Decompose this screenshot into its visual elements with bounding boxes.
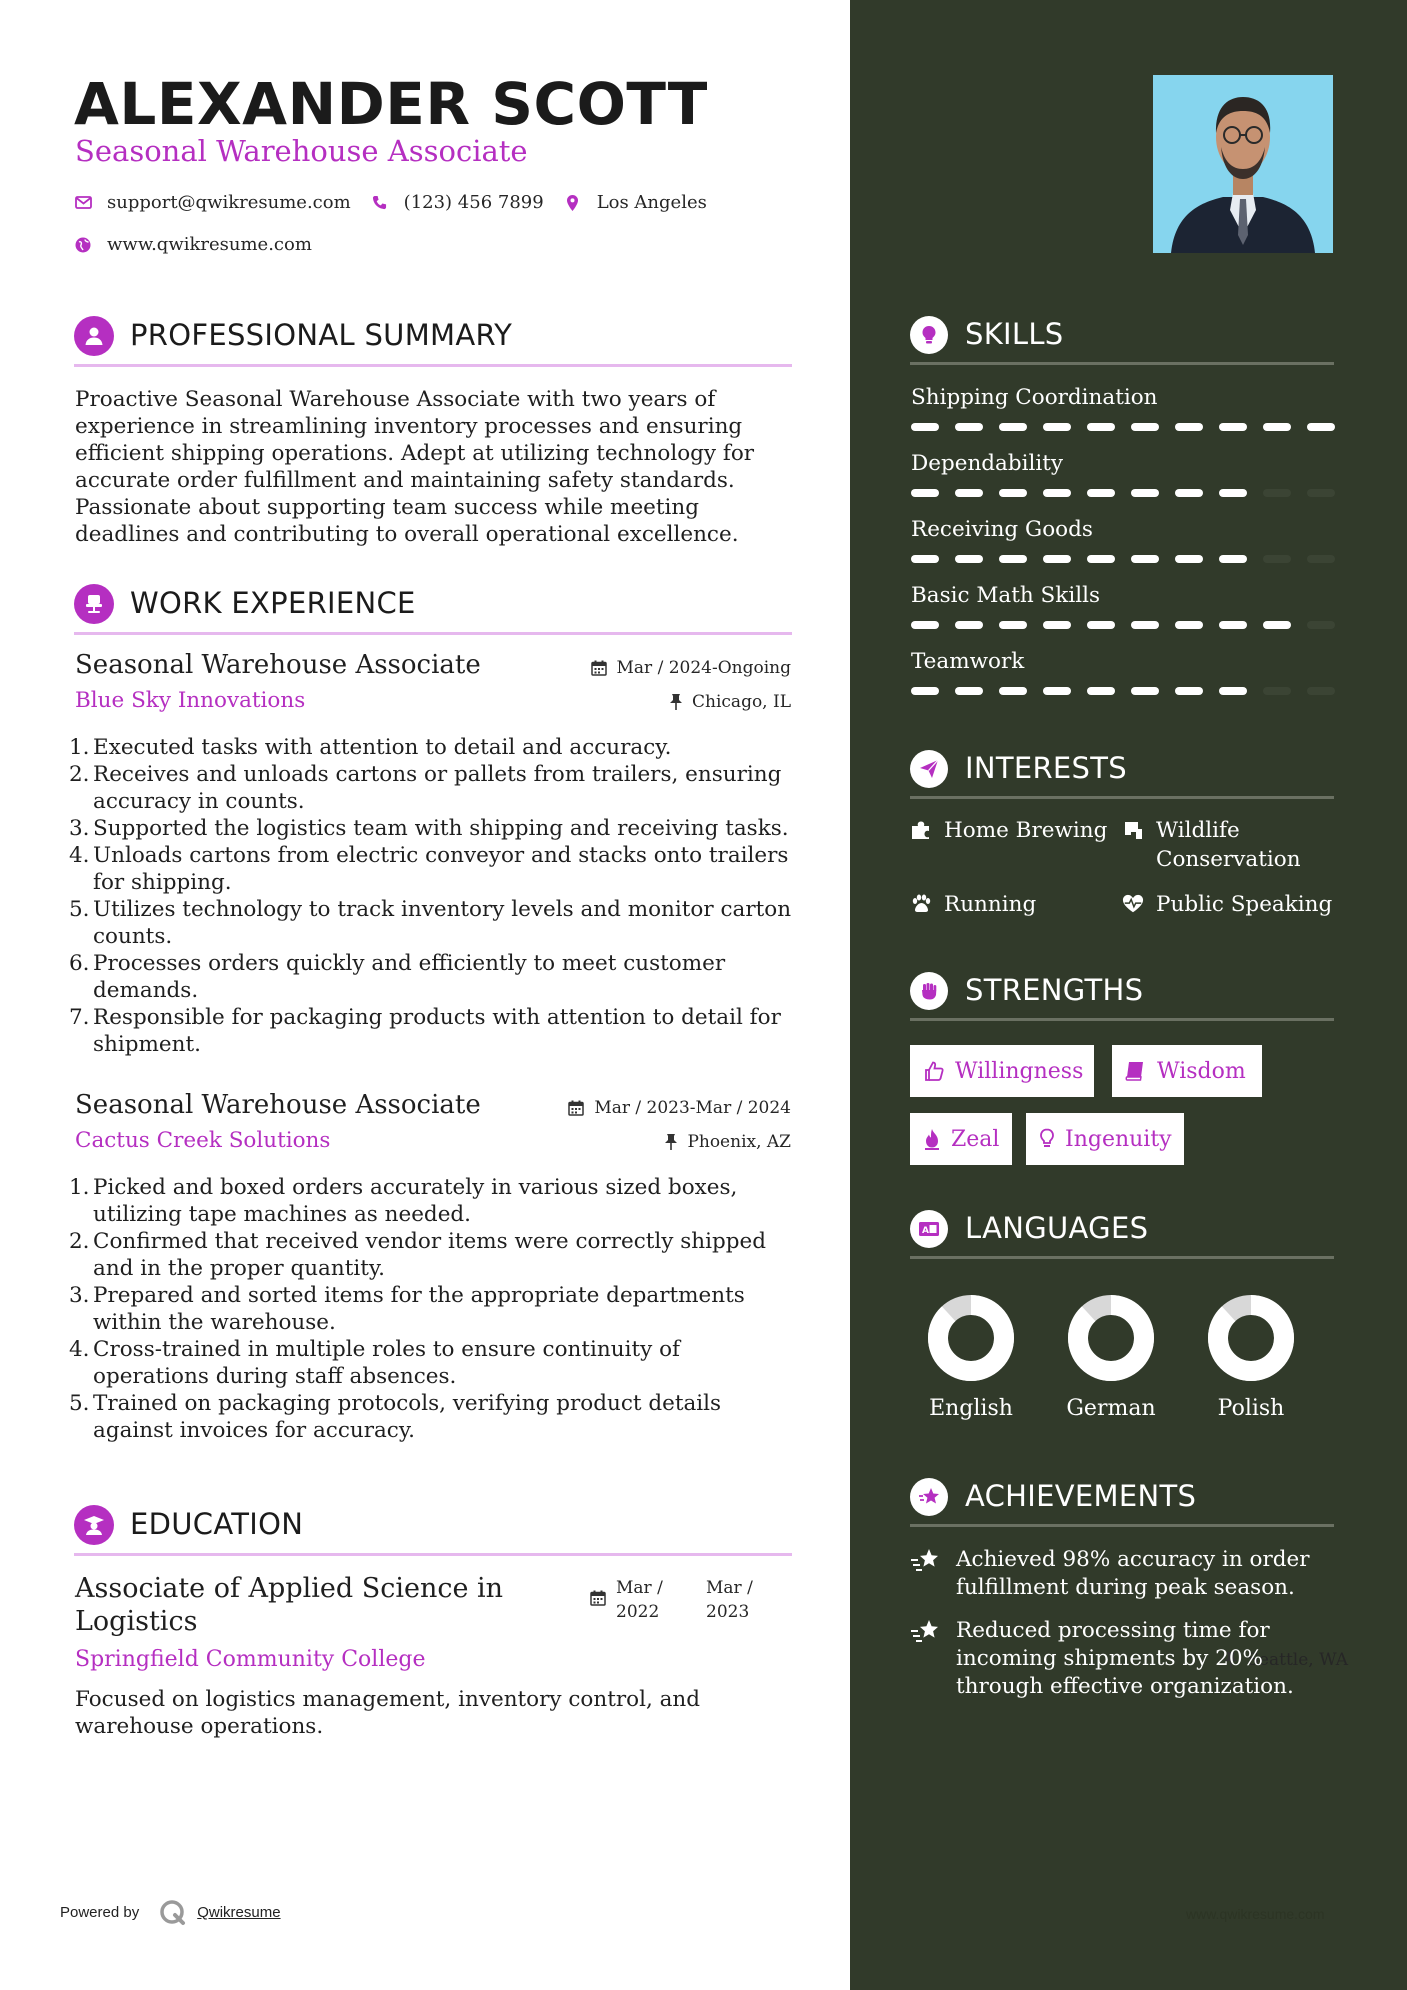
skill-dash: [1263, 555, 1291, 563]
phone-icon: [371, 194, 389, 212]
language-item: [1061, 1294, 1161, 1421]
skill-dash: [1087, 687, 1115, 695]
contact-phone[interactable]: [371, 192, 544, 213]
job-dates-text: Mar / 2024-Ongoing: [616, 658, 791, 678]
skill-dash: [1219, 423, 1247, 431]
skill-dash: [955, 423, 983, 431]
strength-badge: [1112, 1045, 1262, 1097]
contact-row-2: [74, 234, 332, 255]
strength-label: Wisdom: [1157, 1058, 1246, 1084]
skill-level-bar: [911, 423, 1335, 431]
translate-icon: [910, 1210, 948, 1248]
skill-dash: [1131, 687, 1159, 695]
heartbeat-icon: [1122, 893, 1144, 915]
skill-dash: [1131, 621, 1159, 629]
language-item: [921, 1294, 1021, 1421]
section-divider: [910, 1524, 1334, 1527]
strength-label: Zeal: [951, 1126, 1000, 1152]
skill-name: Shipping Coordination: [911, 385, 1158, 410]
flag-icon: [1122, 819, 1144, 841]
job-location: [665, 1132, 791, 1152]
footer-url[interactable]: www.qwikresume.com: [1186, 1906, 1325, 1922]
edu-start-date: Mar / 2022: [616, 1578, 663, 1622]
calendar-icon: [591, 660, 607, 676]
education-heading: EDUCATION: [130, 1507, 304, 1541]
skill-level-bar: [911, 489, 1335, 497]
job-dates: [568, 1098, 791, 1118]
achievements-heading: ACHIEVEMENTS: [965, 1479, 1197, 1513]
interest-item: [910, 890, 1036, 919]
interests-section-header: [910, 750, 1334, 800]
contact-location: [564, 192, 707, 213]
proficiency-ring: [1207, 1294, 1295, 1382]
summary-text: Proactive Seasonal Warehouse Associate with two years of experience in streamlining inventory processes and ensuring efficient shipping operations. Adept at utilizing technology for accurate order fulfillment and maintaining safety standards. Passionate about supporting team success while meeting deadlines and contributing to overall operational excellence.: [75, 387, 755, 547]
experience-heading: WORK EXPERIENCE: [130, 586, 416, 620]
languages-section-header: [910, 1210, 1334, 1260]
contact-email[interactable]: [74, 192, 351, 213]
strengths-heading: STRENGTHS: [965, 973, 1144, 1007]
language-name: German: [1066, 1396, 1156, 1421]
skill-dash: [1131, 555, 1159, 563]
interest-label: Wildlife Conservation: [1156, 818, 1301, 872]
candidate-name: ALEXANDER SCOTT: [74, 70, 708, 138]
skill-dash: [1043, 489, 1071, 497]
skill-name: Basic Math Skills: [911, 583, 1100, 608]
edu-degree: Associate of Applied Science in Logistics: [75, 1573, 504, 1637]
job-location-text: Phoenix, AZ: [687, 1132, 791, 1152]
calendar-icon: [568, 1100, 584, 1116]
skill-dash: [1043, 621, 1071, 629]
email-text: support@qwikresume.com: [107, 192, 351, 213]
job-dates: [591, 658, 791, 678]
fire-icon: [923, 1128, 941, 1150]
job-title: Seasonal Warehouse Associate: [75, 1090, 481, 1120]
edu-description: Focused on logistics management, inventory control, and warehouse operations.: [75, 1687, 701, 1739]
ring-fill: [1218, 1305, 1284, 1371]
shooting-star-icon: [910, 1618, 940, 1644]
skill-dash: [1263, 687, 1291, 695]
interest-item: [1122, 890, 1332, 919]
skill-dash: [1307, 423, 1335, 431]
skill-item: [911, 583, 1335, 609]
skill-dash: [1219, 687, 1247, 695]
website-text: www.qwikresume.com: [107, 234, 312, 255]
skill-dash: [1131, 423, 1159, 431]
list-item: 5. Trained on packaging protocols, verifying product details against invoices for accuracy.: [69, 1391, 722, 1443]
experience-section-header: [74, 584, 792, 634]
skill-dash: [955, 621, 983, 629]
summary-section-header: [74, 316, 792, 366]
skill-dash: [1175, 687, 1203, 695]
strength-label: Ingenuity: [1065, 1126, 1172, 1152]
job-company: Blue Sky Innovations: [75, 688, 306, 713]
skill-dash: [955, 687, 983, 695]
job-bullets: [69, 1174, 795, 1444]
skills-heading: SKILLS: [965, 317, 1064, 351]
skill-dash: [955, 555, 983, 563]
profile-photo: [1153, 75, 1333, 253]
globe-icon: [74, 236, 92, 254]
edu-school: Springfield Community College: [75, 1647, 426, 1672]
skill-item: [911, 451, 1335, 477]
skill-dash: [911, 489, 939, 497]
thumbs-up-icon: [923, 1060, 945, 1082]
section-divider: [910, 796, 1334, 799]
skill-dash: [1175, 621, 1203, 629]
candidate-title: Seasonal Warehouse Associate: [75, 134, 528, 168]
powered-by-label: Powered by: [60, 1904, 140, 1921]
skill-dash: [1043, 423, 1071, 431]
job-location: [670, 692, 791, 712]
achievement-item: [910, 1546, 1334, 1602]
interest-label: Home Brewing: [944, 818, 1108, 843]
list-item: 3. Supported the logistics team with shipping and receiving tasks.: [69, 816, 789, 841]
powered-by: [60, 1904, 281, 1921]
svg-text:A: A: [922, 1226, 929, 1236]
office-chair-icon: [74, 584, 114, 624]
list-item: 1. Executed tasks with attention to detail and accuracy.: [69, 735, 672, 760]
ring-fill: [1078, 1305, 1144, 1371]
puzzle-icon: [910, 819, 932, 841]
contact-row-1: [74, 192, 727, 213]
achievement-item: [910, 1617, 1334, 1701]
skill-name: Teamwork: [911, 649, 1025, 674]
skill-dash: [999, 423, 1027, 431]
interests-heading: INTERESTS: [965, 751, 1127, 785]
list-item: 1. Picked and boxed orders accurately in various sized boxes, utilizing tape machines as needed.: [69, 1175, 738, 1227]
interest-item: [910, 816, 1107, 845]
skill-dash: [1087, 555, 1115, 563]
skill-dash: [1175, 555, 1203, 563]
skill-item: [911, 649, 1335, 675]
location-text: Los Angeles: [596, 192, 707, 213]
edu-location-text: Seattle, WA: [1247, 1650, 1348, 1670]
pushpin-icon: [670, 694, 682, 710]
skill-level-bar: [911, 621, 1335, 629]
ring-fill: [938, 1305, 1004, 1371]
skill-dash: [999, 687, 1027, 695]
skill-dash: [911, 621, 939, 629]
skill-item: [911, 385, 1335, 411]
list-item: 5. Utilizes technology to track inventory levels and monitor carton counts.: [69, 897, 792, 949]
skill-dash: [1219, 555, 1247, 563]
user-icon: [74, 316, 114, 356]
skill-dash: [999, 621, 1027, 629]
achievements-section-header: [910, 1478, 1334, 1528]
achievement-text: Achieved 98% accuracy in order fulfillment during peak season.: [956, 1547, 1310, 1600]
skill-dash: [1263, 489, 1291, 497]
section-divider: [74, 364, 792, 367]
strengths-section-header: [910, 972, 1334, 1022]
section-divider: [74, 1553, 792, 1556]
skill-dash: [911, 423, 939, 431]
paper-plane-icon: [910, 750, 948, 788]
skill-item: [911, 517, 1335, 543]
skill-dash: [1175, 489, 1203, 497]
lightbulb-icon: [910, 316, 948, 354]
list-item: 6. Processes orders quickly and efficiently to meet customer demands.: [69, 951, 726, 1003]
list-item: 7. Responsible for packaging products with attention to detail for shipment.: [69, 1005, 781, 1057]
skill-dash: [911, 687, 939, 695]
education-section-header: [74, 1505, 792, 1555]
pushpin-icon: [665, 1134, 677, 1150]
paw-icon: [910, 893, 932, 915]
section-divider: [910, 1018, 1334, 1021]
skill-level-bar: [911, 687, 1335, 695]
strength-badge: [910, 1045, 1094, 1097]
strength-badge: [910, 1113, 1012, 1165]
fist-icon: [910, 972, 948, 1010]
envelope-icon: [74, 194, 92, 212]
star-icon: [910, 1478, 948, 1516]
skill-dash: [1087, 489, 1115, 497]
calendar-icon: [590, 1590, 606, 1606]
shooting-star-icon: [910, 1547, 940, 1573]
list-item: 2. Receives and unloads cartons or pallets from trailers, ensuring accuracy in counts.: [69, 762, 782, 814]
language-item: [1201, 1294, 1301, 1421]
skill-dash: [1131, 489, 1159, 497]
skill-dash: [1307, 621, 1335, 629]
strength-label: Willingness: [955, 1058, 1084, 1084]
skill-dash: [1087, 621, 1115, 629]
edu-dates: [590, 1576, 786, 1624]
lightbulb-icon: [1039, 1128, 1055, 1150]
skill-dash: [1087, 423, 1115, 431]
list-item: 4. Unloads cartons from electric conveyor and stacks onto trailers for shipping.: [69, 843, 789, 895]
skill-dash: [1307, 687, 1335, 695]
list-item: 2. Confirmed that received vendor items were correctly shipped and in the proper quantity.: [69, 1229, 767, 1281]
skill-level-bar: [911, 555, 1335, 563]
skill-dash: [1263, 621, 1291, 629]
strength-badge: [1026, 1113, 1184, 1165]
job-title: Seasonal Warehouse Associate: [75, 650, 481, 680]
interest-label: Public Speaking: [1156, 892, 1333, 917]
graduate-icon: [74, 1505, 114, 1545]
skill-dash: [1043, 687, 1071, 695]
skill-dash: [1219, 489, 1247, 497]
job-bullets: [69, 734, 795, 1058]
language-name: Polish: [1217, 1396, 1285, 1421]
skill-dash: [955, 489, 983, 497]
phone-text: (123) 456 7899: [403, 192, 544, 213]
skill-dash: [1043, 555, 1071, 563]
job-dates-text: Mar / 2023-Mar / 2024: [594, 1098, 791, 1118]
skill-dash: [911, 555, 939, 563]
map-pin-icon: [564, 194, 582, 212]
section-divider: [910, 362, 1334, 365]
skill-dash: [999, 489, 1027, 497]
interest-label: Running: [944, 892, 1037, 917]
edu-end-date: Mar / 2023: [706, 1578, 753, 1622]
section-divider: [74, 632, 792, 635]
job-company: Cactus Creek Solutions: [75, 1128, 331, 1153]
interest-item: [1122, 816, 1334, 874]
skill-dash: [1307, 555, 1335, 563]
skill-name: Receiving Goods: [911, 517, 1093, 542]
proficiency-ring: [927, 1294, 1015, 1382]
skill-dash: [999, 555, 1027, 563]
contact-website[interactable]: [74, 234, 312, 255]
skill-dash: [1307, 489, 1335, 497]
job-location-text: Chicago, IL: [692, 692, 791, 712]
qwikresume-link[interactable]: Qwikresume: [197, 1904, 281, 1921]
skill-dash: [1263, 423, 1291, 431]
list-item: 3. Prepared and sorted items for the appropriate departments within the warehouse.: [69, 1283, 745, 1335]
achievement-text: Reduced processing time for incoming shipments by 20% through effective organization.: [956, 1618, 1294, 1699]
proficiency-ring: [1067, 1294, 1155, 1382]
qwikresume-logo-icon: [158, 1898, 186, 1926]
section-divider: [910, 1256, 1334, 1259]
languages-heading: LANGUAGES: [965, 1211, 1149, 1245]
skills-section-header: [910, 316, 1334, 366]
skill-dash: [1219, 621, 1247, 629]
list-item: 4. Cross-trained in multiple roles to ensure continuity of operations during staff absences.: [69, 1337, 680, 1389]
summary-heading: PROFESSIONAL SUMMARY: [130, 318, 513, 352]
book-icon: [1125, 1060, 1147, 1082]
skill-name: Dependability: [911, 451, 1064, 476]
language-name: English: [929, 1396, 1013, 1421]
skill-dash: [1175, 423, 1203, 431]
